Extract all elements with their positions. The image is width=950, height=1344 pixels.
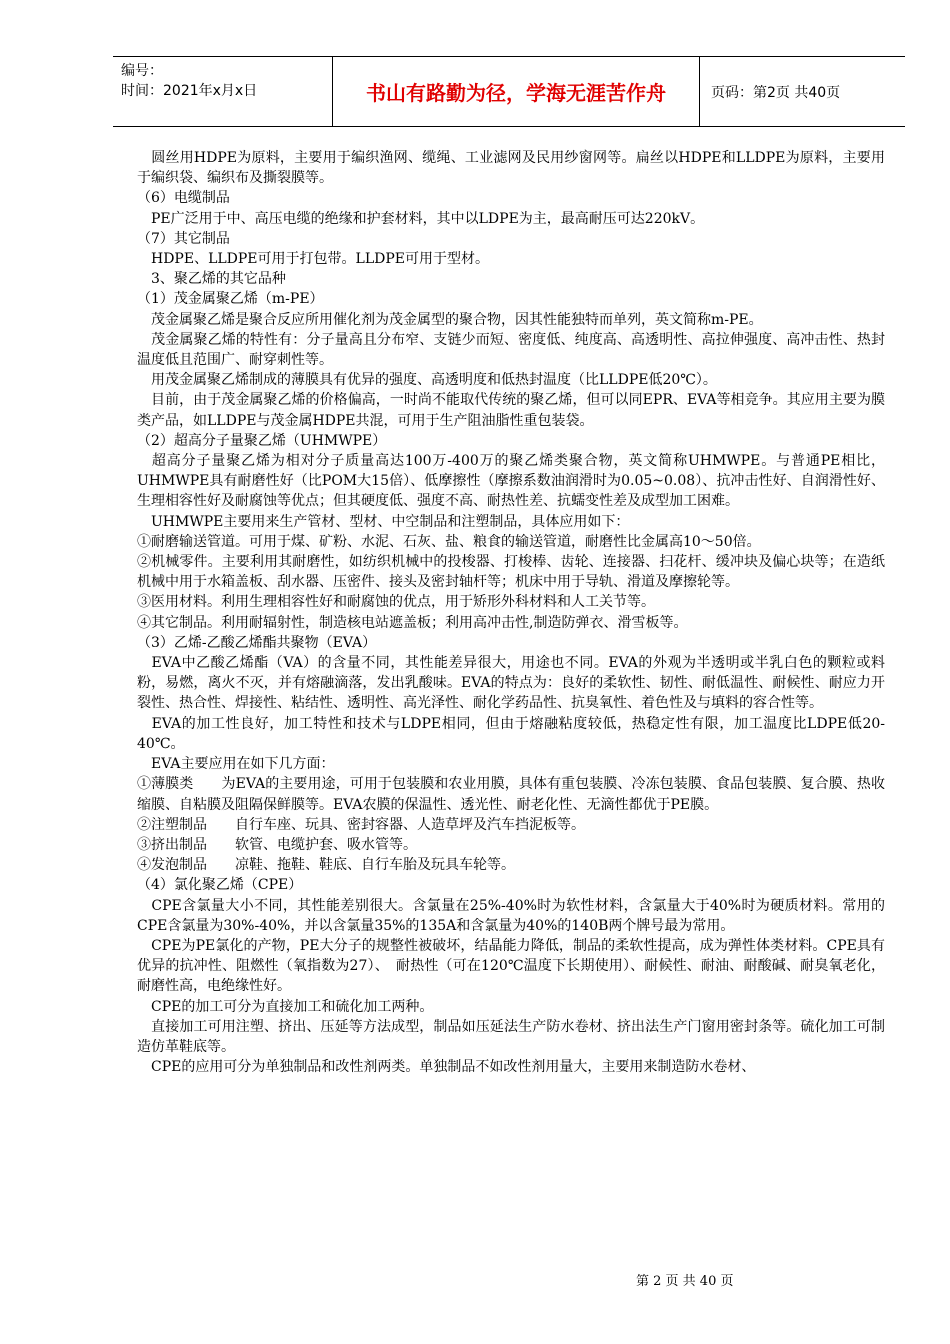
paragraph: ③医用材料。利用生理相容性好和耐腐蚀的优点，用于矫形外科材料和人工关节等。 [137,594,655,611]
paragraph: ③挤出制品 软管、电缆护套、吸水管等。 [137,836,417,853]
paragraph: （2）超高分子量聚乙烯（UHMWPE） [137,432,387,449]
paragraph: ④其它制品。利用耐辐射性，制造核电站遮盖板；利用高冲击性,制造防弹衣、滑雪板等。 [137,614,688,631]
header-motto: 书山有路勤为径，学海无涯苦作舟 [333,57,700,126]
paragraph: （6）电缆制品 [137,190,230,207]
paragraph: 3、聚乙烯的其它品种 [137,271,286,288]
paragraph: CPE为PE氯化的产物，PE大分子的规整性被破坏，结晶能力降低，制品的柔软性提高，成为弹性体类材料。CPE具有优异的抗冲性、阻燃性（氧指数为27）、 耐热性（可在120℃温度下长期使用）、耐候性、耐油、耐酸碱、耐臭氧老化，耐磨性高，电绝缘性好。 [137,937,885,995]
date-label: 时间：2021年x月x日 [121,83,258,99]
paragraph: （4）氯化聚乙烯（CPE） [137,877,303,894]
paragraph: CPE的应用可分为单独制品和改性剂两类。单独制品不如改性剂用量大，主要用来制造防水卷材、 [137,1059,756,1076]
paragraph: 茂金属聚乙烯是聚合反应所用催化剂为茂金属型的聚合物，因其性能独特而单列，英文简称m-PE。 [137,311,763,328]
paragraph: 圆丝用HDPE为原料，主要用于编织渔网、缆绳、工业滤网及民用纱窗网等。扁丝以HDPE和LLDPE为原料，主要用于编织袋、编织布及撕裂膜等。 [137,150,885,187]
header-page-info: 页码：第2页 共40页 [711,84,841,101]
document-number-label: 编号： [121,63,163,79]
paragraph: ②注塑制品 自行车座、玩具、密封容器、人造草坪及汽车挡泥板等。 [137,816,585,833]
paragraph: （7）其它制品 [137,230,230,247]
paragraph: EVA主要应用在如下几方面： [137,756,335,773]
paragraph: 茂金属聚乙烯的特性有：分子量高且分布窄、支链少而短、密度低、纯度高、高透明性、高拉伸强度、高冲击性、热封温度低且范围广、耐穿刺性等。 [137,331,885,369]
paragraph: ②机械零件。主要利用其耐磨性，如纺织机械中的投梭器、打梭棒、齿轮、连接器、扫花杆、缓冲块及偏心块等；在造纸机械中用于水箱盖板、刮水器、压密件、接头及密封轴杆等；机床中用于导轨、滑道及摩擦轮等。 [137,554,885,591]
paragraph: ①耐磨输送管道。可用于煤、矿粉、水泥、石灰、盐、粮食的输送管道，耐磨性比金属高10～50倍。 [137,533,761,550]
paragraph: 用茂金属聚乙烯制成的薄膜具有优异的强度、高透明度和低热封温度（比LLDPE低20℃）。 [137,372,717,389]
paragraph: 直接加工可用注塑、挤出、压延等方法成型，制品如压延法生产防水卷材、挤出法生产门窗用密封条等。硫化加工可制造仿革鞋底等。 [137,1018,885,1055]
paragraph: 目前，由于茂金属聚乙烯的价格偏高，一时尚不能取代传统的聚乙烯，但可以同EPR、EVA等相竞争。其应用主要为膜类产品，如LLDPE与茂金属HDPE共混，可用于生产阻油脂性重包装袋。 [137,392,885,429]
paragraph: EVA中乙酸乙烯酯（VA）的含量不同，其性能差异很大，用途也不同。EVA的外观为半透明或半乳白色的颗粒或料粉，易燃，离火不灭，并有熔融滴落，发出乳酸味。EVA的特点为：良好的柔软性、韧性、耐低温性、耐候性、耐应力开裂性、热合性、焊接性、粘结性、透明性、高光泽性、耐化学药品性、抗臭氧性、着色性及与填料的容合性等。 [137,655,885,712]
page-footer: 第 2 页 共 40 页 [636,1274,734,1289]
paragraph: CPE的加工可分为直接加工和硫化加工两种。 [137,998,434,1015]
document-body [137,148,885,1077]
paragraph: 超高分子量聚乙烯为相对分子质量高达100万-400万的聚乙烯类聚合物，英文简称UHMWPE。与普通PE相比，UHMWPE具有耐磨性好（比POM大15倍）、低摩擦性（摩擦系数油润滑时为0.05~0.08）、抗冲击性好、自润滑性好、生理相容性好及耐腐蚀等优点；但其硬度低、强度不高、耐热性差、抗蠕变性差及成型加工困难。 [137,453,885,510]
paragraph: HDPE、LLDPE可用于打包带。LLDPE可用于型材。 [137,251,489,268]
paragraph: CPE含氯量大小不同，其性能差别很大。含氯量在25%-40%时为软性材料，含氯量大于40%时为硬质材料。常用的CPE含氯量为30%-40%，并以含氯量35%的135A和含氯量为40%的140B两个牌号最为常用。 [137,897,885,934]
page-header [113,56,905,127]
paragraph: （3）乙烯-乙酸乙烯酯共聚物（EVA） [137,634,377,651]
paragraph: EVA的加工性良好，加工特性和技术与LDPE相同，但由于熔融粘度较低，热稳定性有限，加工温度比LDPE低20-40℃。 [137,715,885,752]
paragraph: ①薄膜类 为EVA的主要用途，可用于包装膜和农业用膜，具体有重包装膜、冷冻包装膜、食品包装膜、复合膜、热收缩膜、自粘膜及阻隔保鲜膜等。EVA农膜的保温性、透光性、耐老化性、无滴性都优于PE膜。 [137,776,885,813]
header-meta [113,57,333,126]
paragraph: PE广泛用于中、高压电缆的绝缘和护套材料，其中以LDPE为主，最高耐压可达220kV。 [137,210,705,227]
paragraph: （1）茂金属聚乙烯（m-PE） [137,291,324,308]
paragraph: UHMWPE主要用来生产管材、型材、中空制品和注塑制品，具体应用如下： [137,513,630,530]
paragraph: ④发泡制品 凉鞋、拖鞋、鞋底、自行车胎及玩具车轮等。 [137,857,515,874]
